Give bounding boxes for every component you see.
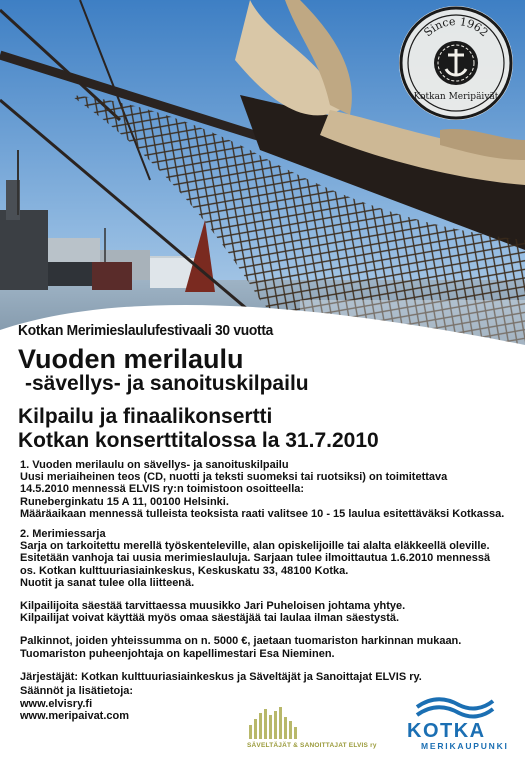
poster-title: Vuoden merilaulu [18,344,244,374]
poster-subtitle: -sävellys- ja sanoituskilpailu [25,372,309,395]
accompaniment-line: Kilpailijat voivat käyttää myös omaa säestäjää tai laulaa ilman säestystä. [20,612,400,625]
accompaniment [20,600,510,624]
kotka-logo-name: KOTKA [407,720,486,742]
section-1-line: Uusi meriaiheinen teos (CD, nuotti ja teksti suomeksi tai ruotsiksi) on toimitettava [20,471,448,484]
section-2-title: 2. Merimiessarja [20,528,106,541]
badge-since: Since 1962 [421,14,491,40]
elvis-logo-text: SÄVELTÄJÄT & SANOITTAJAT ELVIS ry [247,742,377,749]
organizers-line: Järjestäjät: Kotkan kulttuuriasiainkeskus ja Säveltäjät ja Sanoittajat ELVIS ry. [20,670,422,683]
prizes-line: Tuomariston puheenjohtaja on kapellimestari Esa Nieminen. [20,647,335,660]
elvis-logo [247,707,377,755]
section-2 [20,528,510,589]
section-1-line: 14.5.2010 mennessä ELVIS ry:n toimistoon osoitteella: [20,483,305,496]
section-2-line: Esitetään vanhoja tai uusia merimieslauluja. Sarjaan tulee ilmoittautua 1.6.2010 mennessä [20,552,491,565]
links-label: Säännöt ja lisätietoja: [20,685,134,697]
concert-line-2: Kotkan konserttitalossa la 31.7.2010 [18,429,379,452]
section-1-line: Runeberginkatu 15 A 11, 00100 Helsinki. [20,495,229,508]
waves-icon [415,697,495,721]
section-1-line: Määräaikaan mennessä tulleista teoksista raati valitsee 10 - 15 laulua esitettäväksi Kotkassa. [20,507,505,520]
prizes [20,635,510,659]
poster-body [20,459,510,694]
section-2-line: Sarja on tarkoitettu merellä työskenteleville, alan opiskelijoille tai alalta eläkkeellä oleville. [20,540,490,553]
link-elvisry[interactable]: www.elvisry.fi [20,697,93,710]
info-links [20,685,133,723]
accompaniment-line: Kilpailijoita säestää tarvittaessa muusikko Jari Puheloisen johtama yhtye. [20,600,406,613]
badge-name: Kotkan Meripäivät [413,92,499,102]
prizes-line: Palkinnot, joiden yhteissumma on n. 5000 €, jaetaan tuomariston harkinnan mukaan. [20,635,462,648]
equalizer-icon [249,707,377,739]
kotka-logo [407,697,511,757]
link-meripaivat[interactable]: www.meripaivat.com [20,710,130,722]
section-2-line: os. Kotkan kulttuuriasiainkeskus, Keskuskatu 33, 48100 Kotka. [20,564,349,577]
section-1 [20,459,510,520]
section-1-title: 1. Vuoden merilaulu on sävellys- ja sanoituskilpailu [20,459,289,471]
section-2-line: Nuotit ja sanat tulee olla liitteenä. [20,576,195,589]
poster-header [18,322,513,453]
kotkan-meripaivat-badge [396,3,516,123]
organizers [20,671,510,683]
kotka-logo-sub: MERIKAUPUNKI [421,741,509,751]
festival-title: Kotkan Merimieslaulufestivaali 30 vuotta [18,322,274,339]
concert-line-1: Kilpailu ja finaalikonsertti [18,405,273,428]
